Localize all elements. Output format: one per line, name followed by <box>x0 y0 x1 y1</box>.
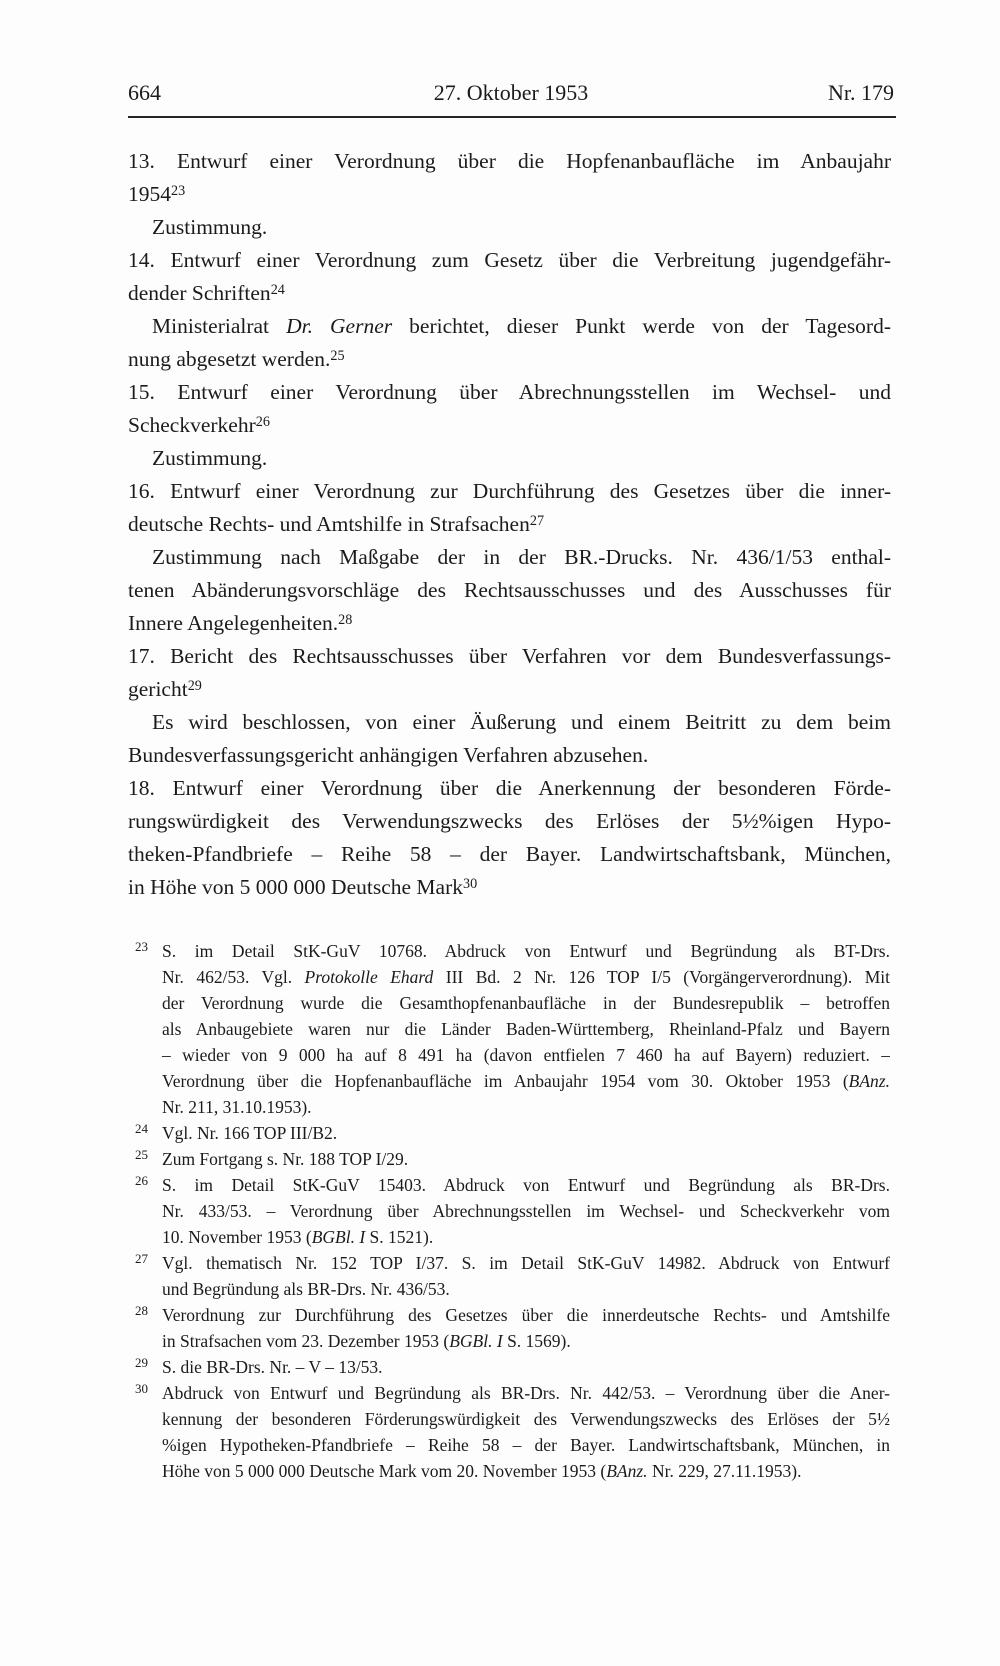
footnote-reference: 30 <box>462 876 478 893</box>
body-line <box>128 475 891 508</box>
footnote-line <box>128 1146 890 1172</box>
body-text <box>128 145 891 904</box>
footnote-marker: 23 <box>135 939 148 954</box>
body-line <box>128 871 891 904</box>
text-run: 16. Entwurf einer Verordnung zur Durchführung des Gesetzes über die inner- <box>128 479 891 503</box>
text-run: kennung der besonderen Förderungswürdigkeit des Verwendungszwecks des Erlöses der 5½ <box>162 1409 890 1429</box>
text-run: Verordnung zur Durchführung des Gesetzes über die innerdeutsche Rechts- und Amtshilfe <box>162 1305 890 1325</box>
text-run: Vgl. thematisch Nr. 152 TOP I/37. S. im Detail StK-GuV 14982. Abdruck von Entwurf <box>162 1253 890 1273</box>
text-run: nung abgesetzt werden. <box>128 347 331 371</box>
footnote-reference: 24 <box>270 282 285 299</box>
footnote-line <box>128 1250 890 1276</box>
footnote-marker: 30 <box>135 1381 148 1396</box>
body-line <box>128 541 891 574</box>
footnote-line <box>128 1380 890 1406</box>
text-run: Höhe von 5 000 000 Deutsche Mark vom 20. November 1953 ( <box>162 1461 607 1481</box>
text-run: Zustimmung. <box>152 446 268 470</box>
text-run: Nr. 229, 27.11.1953). <box>647 1461 802 1481</box>
text-run: Vgl. Nr. 166 TOP III/B2. <box>162 1123 338 1143</box>
text-run: Verordnung über die Hopfenanbaufläche im Anbaujahr 1954 vom 30. Oktober 1953 ( <box>162 1071 849 1091</box>
body-line <box>128 211 891 244</box>
text-run: Zum Fortgang s. Nr. 188 TOP I/29. <box>162 1149 409 1169</box>
footnote-reference: 25 <box>330 348 345 365</box>
document-number: Nr. 179 <box>828 80 894 105</box>
footnote-marker: 27 <box>135 1251 148 1266</box>
header-rule <box>128 116 896 118</box>
body-line <box>128 277 891 310</box>
body-line <box>128 574 891 607</box>
body-line <box>128 442 891 475</box>
text-run: S. im Detail StK-GuV 10768. Abdruck von Entwurf und Begründung als BT-Drs. <box>162 941 890 961</box>
text-run: S. die BR-Drs. Nr. – V – 13/53. <box>162 1357 383 1377</box>
text-run: und Begründung als BR-Drs. Nr. 436/53. <box>162 1279 450 1299</box>
footnote-line <box>128 1094 890 1120</box>
text-run: S. 1521). <box>365 1227 434 1247</box>
footnote-marker: 28 <box>135 1303 148 1318</box>
footnote-marker: 29 <box>135 1355 148 1370</box>
footnote-line <box>128 1068 890 1094</box>
emphasized-text: BAnz. <box>848 1071 890 1091</box>
footnote-reference: 23 <box>171 183 186 200</box>
footnote-line <box>128 938 890 964</box>
footnote-line <box>128 1328 890 1354</box>
body-line <box>128 178 891 211</box>
text-run: Bundesverfassungsgericht anhängigen Verfahren abzusehen. <box>128 743 649 767</box>
body-line <box>128 376 891 409</box>
body-line <box>128 673 891 706</box>
text-run: rungswürdigkeit des Verwendungszwecks des Erlöses der 5½%igen Hypo- <box>128 809 891 833</box>
running-head-date: 27. Oktober 1953 <box>433 80 589 105</box>
emphasized-text: BGBl. I <box>449 1331 503 1351</box>
footnote-line <box>128 1198 890 1224</box>
text-run: Es wird beschlossen, von einer Äußerung und einem Beitritt zu dem beim <box>152 710 891 734</box>
text-run: S. 1569). <box>502 1331 571 1351</box>
text-run: deutsche Rechts- und Amtshilfe in Strafsachen <box>128 512 530 536</box>
footnote-reference: 28 <box>338 612 353 629</box>
body-line <box>128 145 891 178</box>
footnote-line <box>128 1042 890 1068</box>
body-line <box>128 409 891 442</box>
text-run: der Verordnung wurde die Gesamthopfenanbaufläche in der Bundesrepublik – betroffen <box>162 993 890 1013</box>
footnote-reference: 29 <box>187 678 202 695</box>
footnote-line <box>128 1458 890 1484</box>
footnote-line <box>128 1432 890 1458</box>
body-line <box>128 772 891 805</box>
emphasized-text: BGBl. I <box>311 1227 366 1247</box>
footnote-marker: 25 <box>135 1147 148 1162</box>
text-run: 13. Entwurf einer Verordnung über die Hopfenanbaufläche im Anbaujahr <box>128 149 891 173</box>
text-run: Zustimmung. <box>152 215 268 239</box>
text-run: 1954 <box>128 182 171 206</box>
footnote-line <box>128 1276 890 1302</box>
text-run: 17. Bericht des Rechtsausschusses über Verfahren vor dem Bundesverfassungs- <box>128 644 891 668</box>
body-line <box>128 805 891 838</box>
text-run: Nr. 462/53. Vgl. <box>162 967 305 987</box>
text-run: Ministerialrat <box>152 314 287 338</box>
footnote-line <box>128 1302 890 1328</box>
body-line <box>128 310 891 343</box>
body-line <box>128 706 891 739</box>
text-run: %igen Hypotheken-Pfandbriefe – Reihe 58 – der Bayer. Landwirtschaftsbank, München, in <box>162 1435 890 1455</box>
text-run: tenen Abänderungsvorschläge des Rechtsausschusses und des Ausschusses für <box>128 578 891 602</box>
text-run: theken-Pfandbriefe – Reihe 58 – der Bayer. Landwirtschaftsbank, München, <box>128 842 891 866</box>
footnote-line <box>128 990 890 1016</box>
text-run: gericht <box>128 677 188 701</box>
emphasized-text: BAnz. <box>606 1461 648 1481</box>
footnote-line <box>128 964 890 990</box>
page-number: 664 <box>128 80 161 105</box>
text-run: – wieder von 9 000 ha auf 8 491 ha (davon entfielen 7 460 ha auf Bayern) reduziert. – <box>162 1045 890 1065</box>
text-run: Zustimmung nach Maßgabe der in der BR.-Drucks. Nr. 436/1/53 enthal- <box>152 545 891 569</box>
text-run: in Höhe von 5 000 000 Deutsche Mark <box>128 875 463 899</box>
body-line <box>128 343 891 376</box>
body-line <box>128 838 891 871</box>
text-run: 15. Entwurf einer Verordnung über Abrechnungsstellen im Wechsel- und <box>128 380 891 404</box>
text-run: Scheckverkehr <box>128 413 256 437</box>
emphasized-text: Dr. Gerner <box>286 314 393 338</box>
text-run: Innere Angelegenheiten. <box>128 611 339 635</box>
running-head <box>128 80 894 106</box>
text-run: Nr. 433/53. – Verordnung über Abrechnungsstellen im Wechsel- und Scheckverkehr vom <box>162 1201 890 1221</box>
footnote-marker: 24 <box>135 1121 148 1136</box>
text-run: berichtet, dieser Punkt werde von der Tagesord- <box>392 314 891 338</box>
text-run: 18. Entwurf einer Verordnung über die Anerkennung der besonderen Förde- <box>128 776 891 800</box>
footnote-reference: 26 <box>255 414 270 431</box>
footnote-line <box>128 1120 890 1146</box>
footnote-reference: 27 <box>529 513 545 530</box>
body-line <box>128 244 891 277</box>
footnote-line <box>128 1016 890 1042</box>
body-line <box>128 640 891 673</box>
body-line <box>128 607 891 640</box>
text-run: S. im Detail StK-GuV 15403. Abdruck von Entwurf und Begründung als BR-Drs. <box>162 1175 890 1195</box>
text-run: III Bd. 2 Nr. 126 TOP I/5 (Vorgängerverordnung). Mit <box>433 967 890 987</box>
footnote-marker: 26 <box>135 1173 148 1188</box>
text-run: 10. November 1953 ( <box>162 1227 312 1247</box>
emphasized-text: Protokolle Ehard <box>304 967 434 987</box>
body-line <box>128 739 891 772</box>
footnote-line <box>128 1354 890 1380</box>
text-run: dender Schriften <box>128 281 271 305</box>
text-run: 14. Entwurf einer Verordnung zum Gesetz über die Verbreitung jugendgefähr- <box>128 248 891 272</box>
text-run: als Anbaugebiete waren nur die Länder Baden-Württemberg, Rheinland-Pfalz und Bayern <box>162 1019 890 1039</box>
text-run: in Strafsachen vom 23. Dezember 1953 ( <box>162 1331 450 1351</box>
text-run: Abdruck von Entwurf und Begründung als BR-Drs. Nr. 442/53. – Verordnung über die Aner- <box>162 1383 890 1403</box>
footnote-line <box>128 1224 890 1250</box>
text-run: Nr. 211, 31.10.1953). <box>162 1097 312 1117</box>
footnote-line <box>128 1406 890 1432</box>
body-line <box>128 508 891 541</box>
footnote-section <box>128 938 890 1484</box>
footnote-line <box>128 1172 890 1198</box>
